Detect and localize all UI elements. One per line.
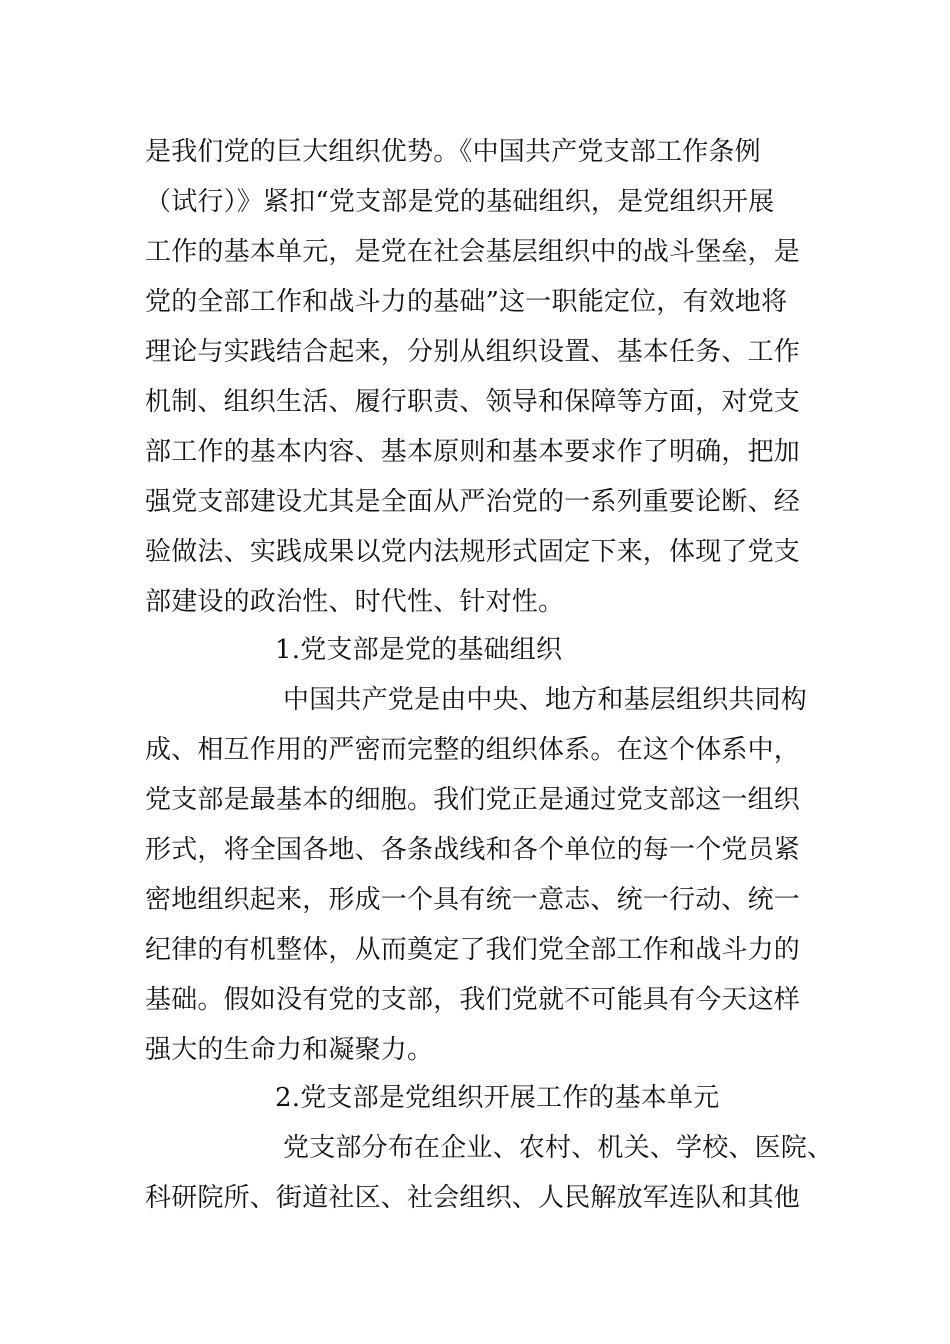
paragraph-1-line: 验做法、实践成果以党内法规形式固定下来，体现了党支 xyxy=(145,537,801,567)
paragraph-2-line: 党支部是最基本的细胞。我们党正是通过党支部这一组织 xyxy=(145,785,801,815)
paragraph-2-line: 形式，将全国各地、各条战线和各个单位的每一个党员紧 xyxy=(145,835,801,865)
paragraph-2-line: 成、相互作用的严密而完整的组织体系。在这个体系中， xyxy=(145,735,801,765)
paragraph-1-line: 机制、组织生活、履行职责、领导和保障等方面，对党支 xyxy=(145,387,801,417)
paragraph-2-line: 基础。假如没有党的支部，我们党就不可能具有今天这样 xyxy=(145,985,801,1015)
paragraph-3-line: 党支部分布在企业、农村、机关、学校、医院、 xyxy=(283,1133,834,1163)
paragraph-1-line: 党的全部工作和战斗力的基础”这一职能定位，有效地将 xyxy=(145,287,788,317)
paragraph-1-line: 理论与实践结合起来，分别从组织设置、基本任务、工作 xyxy=(145,337,801,367)
paragraph-1-line: 强党支部建设尤其是全面从严治党的一系列重要论断、经 xyxy=(145,487,801,517)
paragraph-3-line: 科研院所、街道社区、社会组织、人民解放军连队和其他 xyxy=(145,1183,801,1213)
paragraph-1-line: 工作的基本单元，是党在社会基层组织中的战斗堡垒，是 xyxy=(145,237,801,267)
section-heading-2: 2.党支部是党组织开展工作的基本单元 xyxy=(275,1083,720,1113)
paragraph-1-line: 部工作的基本内容、基本原则和基本要求作了明确，把加 xyxy=(145,437,801,467)
paragraph-2-line: 密地组织起来，形成一个具有统一意志、统一行动、统一 xyxy=(145,885,801,915)
paragraph-2-line: 纪律的有机整体，从而奠定了我们党全部工作和战斗力的 xyxy=(145,935,801,965)
paragraph-2-line: 强大的生命力和凝聚力。 xyxy=(145,1035,434,1065)
section-heading-1: 1.党支部是党的基础组织 xyxy=(275,635,563,665)
paragraph-2-line: 中国共产党是由中央、地方和基层组织共同构 xyxy=(283,685,808,715)
paragraph-1-line: 是我们党的巨大组织优势。《中国共产党支部工作条例 xyxy=(145,137,761,167)
paragraph-1-line: （试行）》紧扣“党支部是党的基础组织，是党组织开展 xyxy=(145,187,775,217)
paragraph-1-line: 部建设的政治性、时代性、针对性。 xyxy=(145,587,565,617)
